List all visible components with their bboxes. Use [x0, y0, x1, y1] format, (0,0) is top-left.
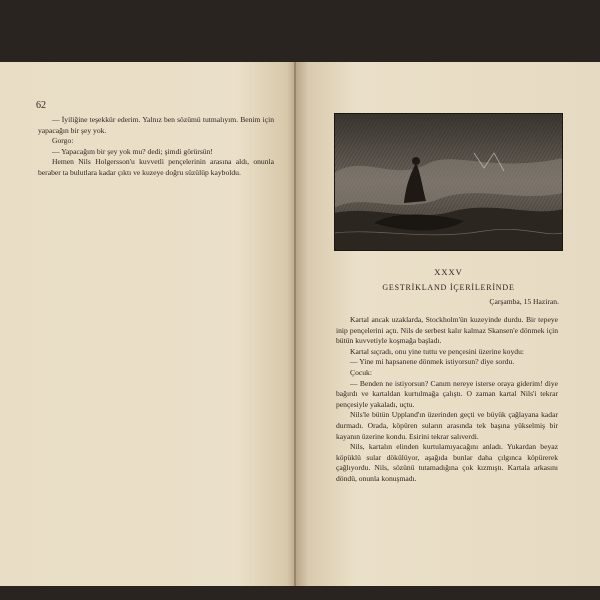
- paragraph: Kartal sıçradı, onu yine tuttu ve pençesini üzerine koydu:: [350, 346, 524, 356]
- paragraph: — İyiliğine teşekkür ederim. Yalnız ben sözümü tutmalıyım. Benim için yapacağın bir şey yok.: [38, 115, 274, 135]
- paragraph: Kartal ancak uzaklarda, Stockholm'ün kuzeyinde durdu. Bir tepeye inip pençelerini açtı. Nils de serbest kalır kalmaz Skansen'e dönmek için bütün kuvvetiyle koşmağa başladı.: [336, 315, 558, 346]
- chapter-title: GESTRİKLAND İÇERİLERİNDE: [382, 283, 515, 292]
- right-page-text: [336, 315, 558, 485]
- book-spread: [0, 62, 600, 586]
- chapter-date: Çarşamba, 15 Haziran.: [489, 297, 559, 306]
- paragraph: Nils'le bütün Uppland'ın üzerinden geçti ve büyük çağlayana kadar durmadı. Orada, köpüren suların arasında tek başına yükselmiş bir kayanın üzerine kondu. Esirini tekrar salıverdi.: [336, 410, 558, 441]
- paragraph: Gorgo:: [52, 136, 74, 146]
- left-page-text: [38, 115, 274, 179]
- left-page: [0, 62, 296, 586]
- engraving-illustration: [334, 113, 563, 251]
- chapter-number: XXXV: [434, 267, 463, 277]
- right-page: [296, 62, 600, 586]
- paragraph: — Yapacağım bir şey yok mu? dedi; şimdi görürsün!: [52, 146, 213, 156]
- paragraph: Hemen Nils Holgersson'u kuvvetli pençelerinin arasına aldı, onunla beraber ta bulutlara kadar çıktı ve kuzeye doğru süzülüp kayboldu.: [38, 157, 274, 177]
- paragraph: — Yine mi hapsanene dönmek istiyorsun? diye sordu.: [350, 357, 515, 367]
- paragraph: — Benden ne istiyorsun? Canım nereye isterse oraya giderim! diye bağırdı ve kartaldan kurtulmağa çalıştı. O zaman kartal Nils'i tekrar pençesiyle yakaladı, uçtu.: [336, 378, 558, 409]
- paragraph: Nils, kartalın elinden kurtulamıyacağını anladı. Yukardan beyaz köpüklü sular dökülüyor, aşağıda bunlar daha çılgınca köpürerek çağlıyordu. Nils, sözünü tutamadığına çok kızmıştı. Kartala arkasını döndü, onunla konuşmadı.: [336, 442, 558, 483]
- page-number: 62: [36, 100, 46, 111]
- paragraph: Çocuk:: [350, 367, 372, 377]
